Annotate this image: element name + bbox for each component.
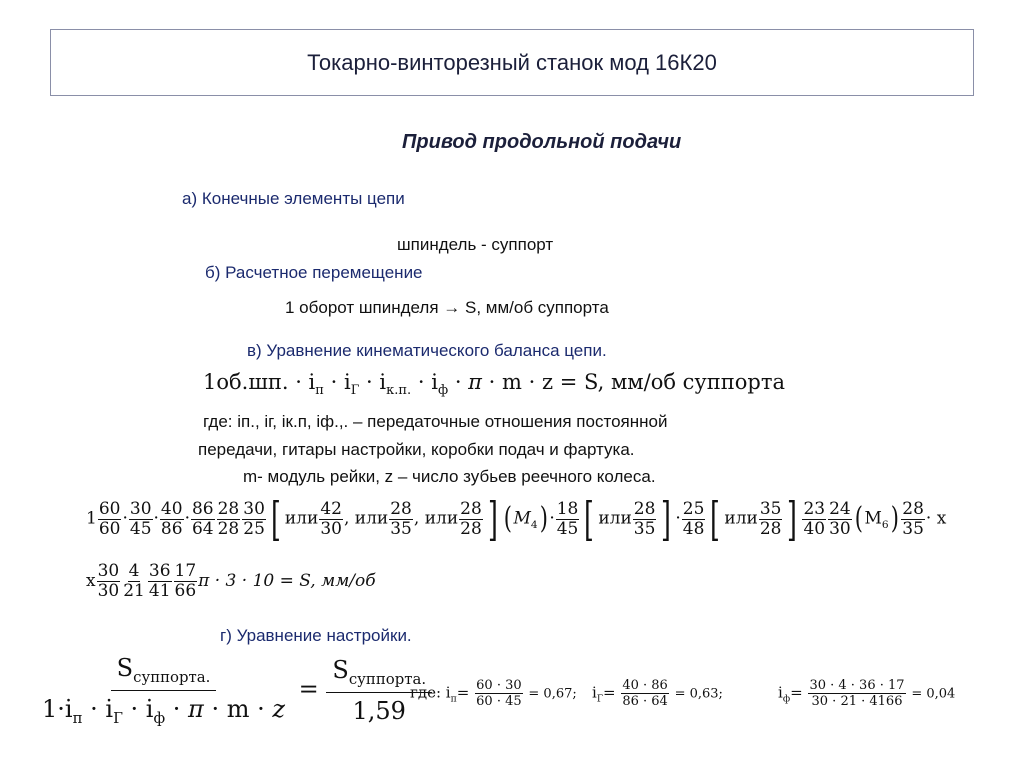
section-a-heading: а) Конечные элементы цепи — [182, 189, 405, 208]
ratio-if-fraction: $\frac{30 \cdot 4 \cdot 36 \cdot 17}{30 \cdot 21 \cdot 4166}$ — [809, 678, 905, 709]
fraction: $\frac{30}{45}$ — [129, 498, 152, 539]
section-b-heading: б) Расчетное перемещение — [205, 263, 423, 282]
ili-word: или — [598, 508, 632, 529]
eq-end: = S, мм/об суппорта — [559, 370, 786, 394]
ratio-ig-value: = 0,63; — [674, 686, 723, 702]
fraction: $\frac{18}{45}$ — [556, 498, 579, 539]
section-b-value: 1 оборот шпинделя → S, мм/об суппорта — [285, 298, 609, 317]
eq-start: 1об.шп. — [203, 370, 289, 394]
lead-x: x — [86, 571, 96, 591]
row2-tail: π · 3 · 10 = S, мм/об — [198, 571, 376, 591]
lead-1: 1 — [86, 508, 97, 529]
section-a-value: шпиндель - суппорт — [397, 235, 554, 254]
fraction: $\frac{28}{35}$ — [633, 498, 656, 539]
slide-title: Токарно-винторезный станок мод 16К20 — [307, 49, 717, 75]
fraction: $\frac{60}{60}$ — [98, 498, 121, 539]
where-label: где: i — [410, 683, 451, 702]
ili-word: или — [284, 508, 319, 529]
fraction: $\frac{28}{35}$ — [390, 498, 412, 539]
fraction: $\frac{25}{48}$ — [682, 498, 705, 539]
clutch-m4: M — [513, 508, 531, 529]
fraction: $\frac{30}{25}$ — [243, 498, 265, 539]
fraction: $\frac{30}{30}$ — [97, 561, 120, 601]
fraction: $\frac{42}{30}$ — [320, 498, 342, 539]
ratio-ig: $i_Г=$ $\frac{40 \cdot 86}{86 \cdot 64}$ = 0,63; — [592, 678, 723, 709]
ratio-if-value: = 0,04 — [911, 686, 956, 702]
ratio-ip: где: $i_п=$ $\frac{60 \cdot 30}{60 \cdot 45}$ = 0,67; — [410, 678, 577, 709]
chain-equation-row-2 — [86, 562, 376, 601]
ratio-ip-value: = 0,67; — [528, 686, 577, 702]
fraction: $\frac{28}{28}$ — [217, 498, 240, 539]
tuning-lhs: $\frac{S_{суппорта.}}{1\cdot i_п \cdot i_Г \cdot i_ф \cdot \pi \cdot m \cdot z}$ — [42, 654, 285, 727]
ratio-ig-fraction: $\frac{40 \cdot 86}{86 \cdot 64}$ — [622, 678, 668, 709]
clutch-m6: M — [864, 508, 882, 529]
fraction: $\frac{86}{64}$ — [191, 498, 214, 539]
fraction: $\frac{28}{35}$ — [902, 498, 924, 539]
tuning-rhs: $\frac{S_{суппорта.}}{1,59}$ — [326, 656, 432, 725]
chain-equation-row-1: 1 $\frac{60}{60}$ · $\frac{30}{45}$ · $\frac{40}{86}$ · $\frac{86}{64}$ $\frac{28}{28}$ $\frac{30}{25}$ [ или $\frac{42}{30}$ , или $\frac{28}{35}$ , или $\frac{28}{28}$ ] ( $M_4$) · $\frac{18}{45}$ [ или $\frac{28}{35}$ ] · $\frac{25}{48}$ [ или $\frac{35}{28}$ ] $\frac{23}{40}$ $\frac{24}{30}$ ( $M_6$) $\frac{28}{35}$ · x — [86, 492, 947, 546]
fraction: $\frac{35}{28}$ — [759, 498, 782, 539]
where-line-3: m- модуль рейки, z – число зубьев реечного колеса. — [243, 467, 656, 486]
where-line-1: где: iп., iг, iк.п, iф.,. – передаточные отношения постоянной — [203, 412, 668, 431]
title-box — [50, 29, 974, 96]
clutch-m6-sub: 6 — [881, 518, 889, 531]
ili-word: или — [724, 508, 758, 529]
ili-word: или — [354, 508, 389, 529]
fraction: $\frac{24}{30}$ — [829, 498, 851, 539]
fraction: $\frac{17}{66}$ — [174, 561, 197, 601]
section-c-heading: в) Уравнение кинематического баланса цепи. — [247, 341, 607, 360]
tuning-equation: $\frac{S_{суппорта.}}{1\cdot i_п \cdot i_Г \cdot i_ф \cdot \pi \cdot m \cdot z}$ = $\frac{S_{суппорта.}}{1,59}$ — [36, 654, 432, 727]
fraction: $\frac{4}{21}$ — [123, 561, 145, 601]
where-line-2: передачи, гитары настройки, коробки подач и фартука. — [198, 440, 635, 459]
fraction: $\frac{23}{40}$ — [803, 498, 826, 539]
subtitle: Привод продольной подачи — [402, 131, 682, 153]
ili-word: или — [424, 508, 459, 529]
ratio-if: $i_ф=$ $\frac{30 \cdot 4 \cdot 36 \cdot 17}{30 \cdot 21 \cdot 4166}$ = 0,04 — [778, 678, 956, 709]
fraction: $\frac{40}{86}$ — [160, 498, 183, 539]
tail-x: x — [936, 508, 947, 529]
section-d-heading: г) Уравнение настройки. — [220, 626, 412, 645]
fraction: $\frac{36}{41}$ — [148, 561, 171, 601]
fraction: $\frac{28}{28}$ — [460, 498, 482, 539]
ratio-ip-fraction: $\frac{60 \cdot 30}{60 \cdot 45}$ — [476, 678, 522, 709]
clutch-m4-sub: 4 — [530, 518, 538, 531]
balance-equation: 1об.шп. · $i_п \cdot i_Г \cdot i_{к.п.} \cdot i_ф \cdot \pi \cdot m \cdot z = S$, мм/об суппорта — [203, 370, 786, 399]
